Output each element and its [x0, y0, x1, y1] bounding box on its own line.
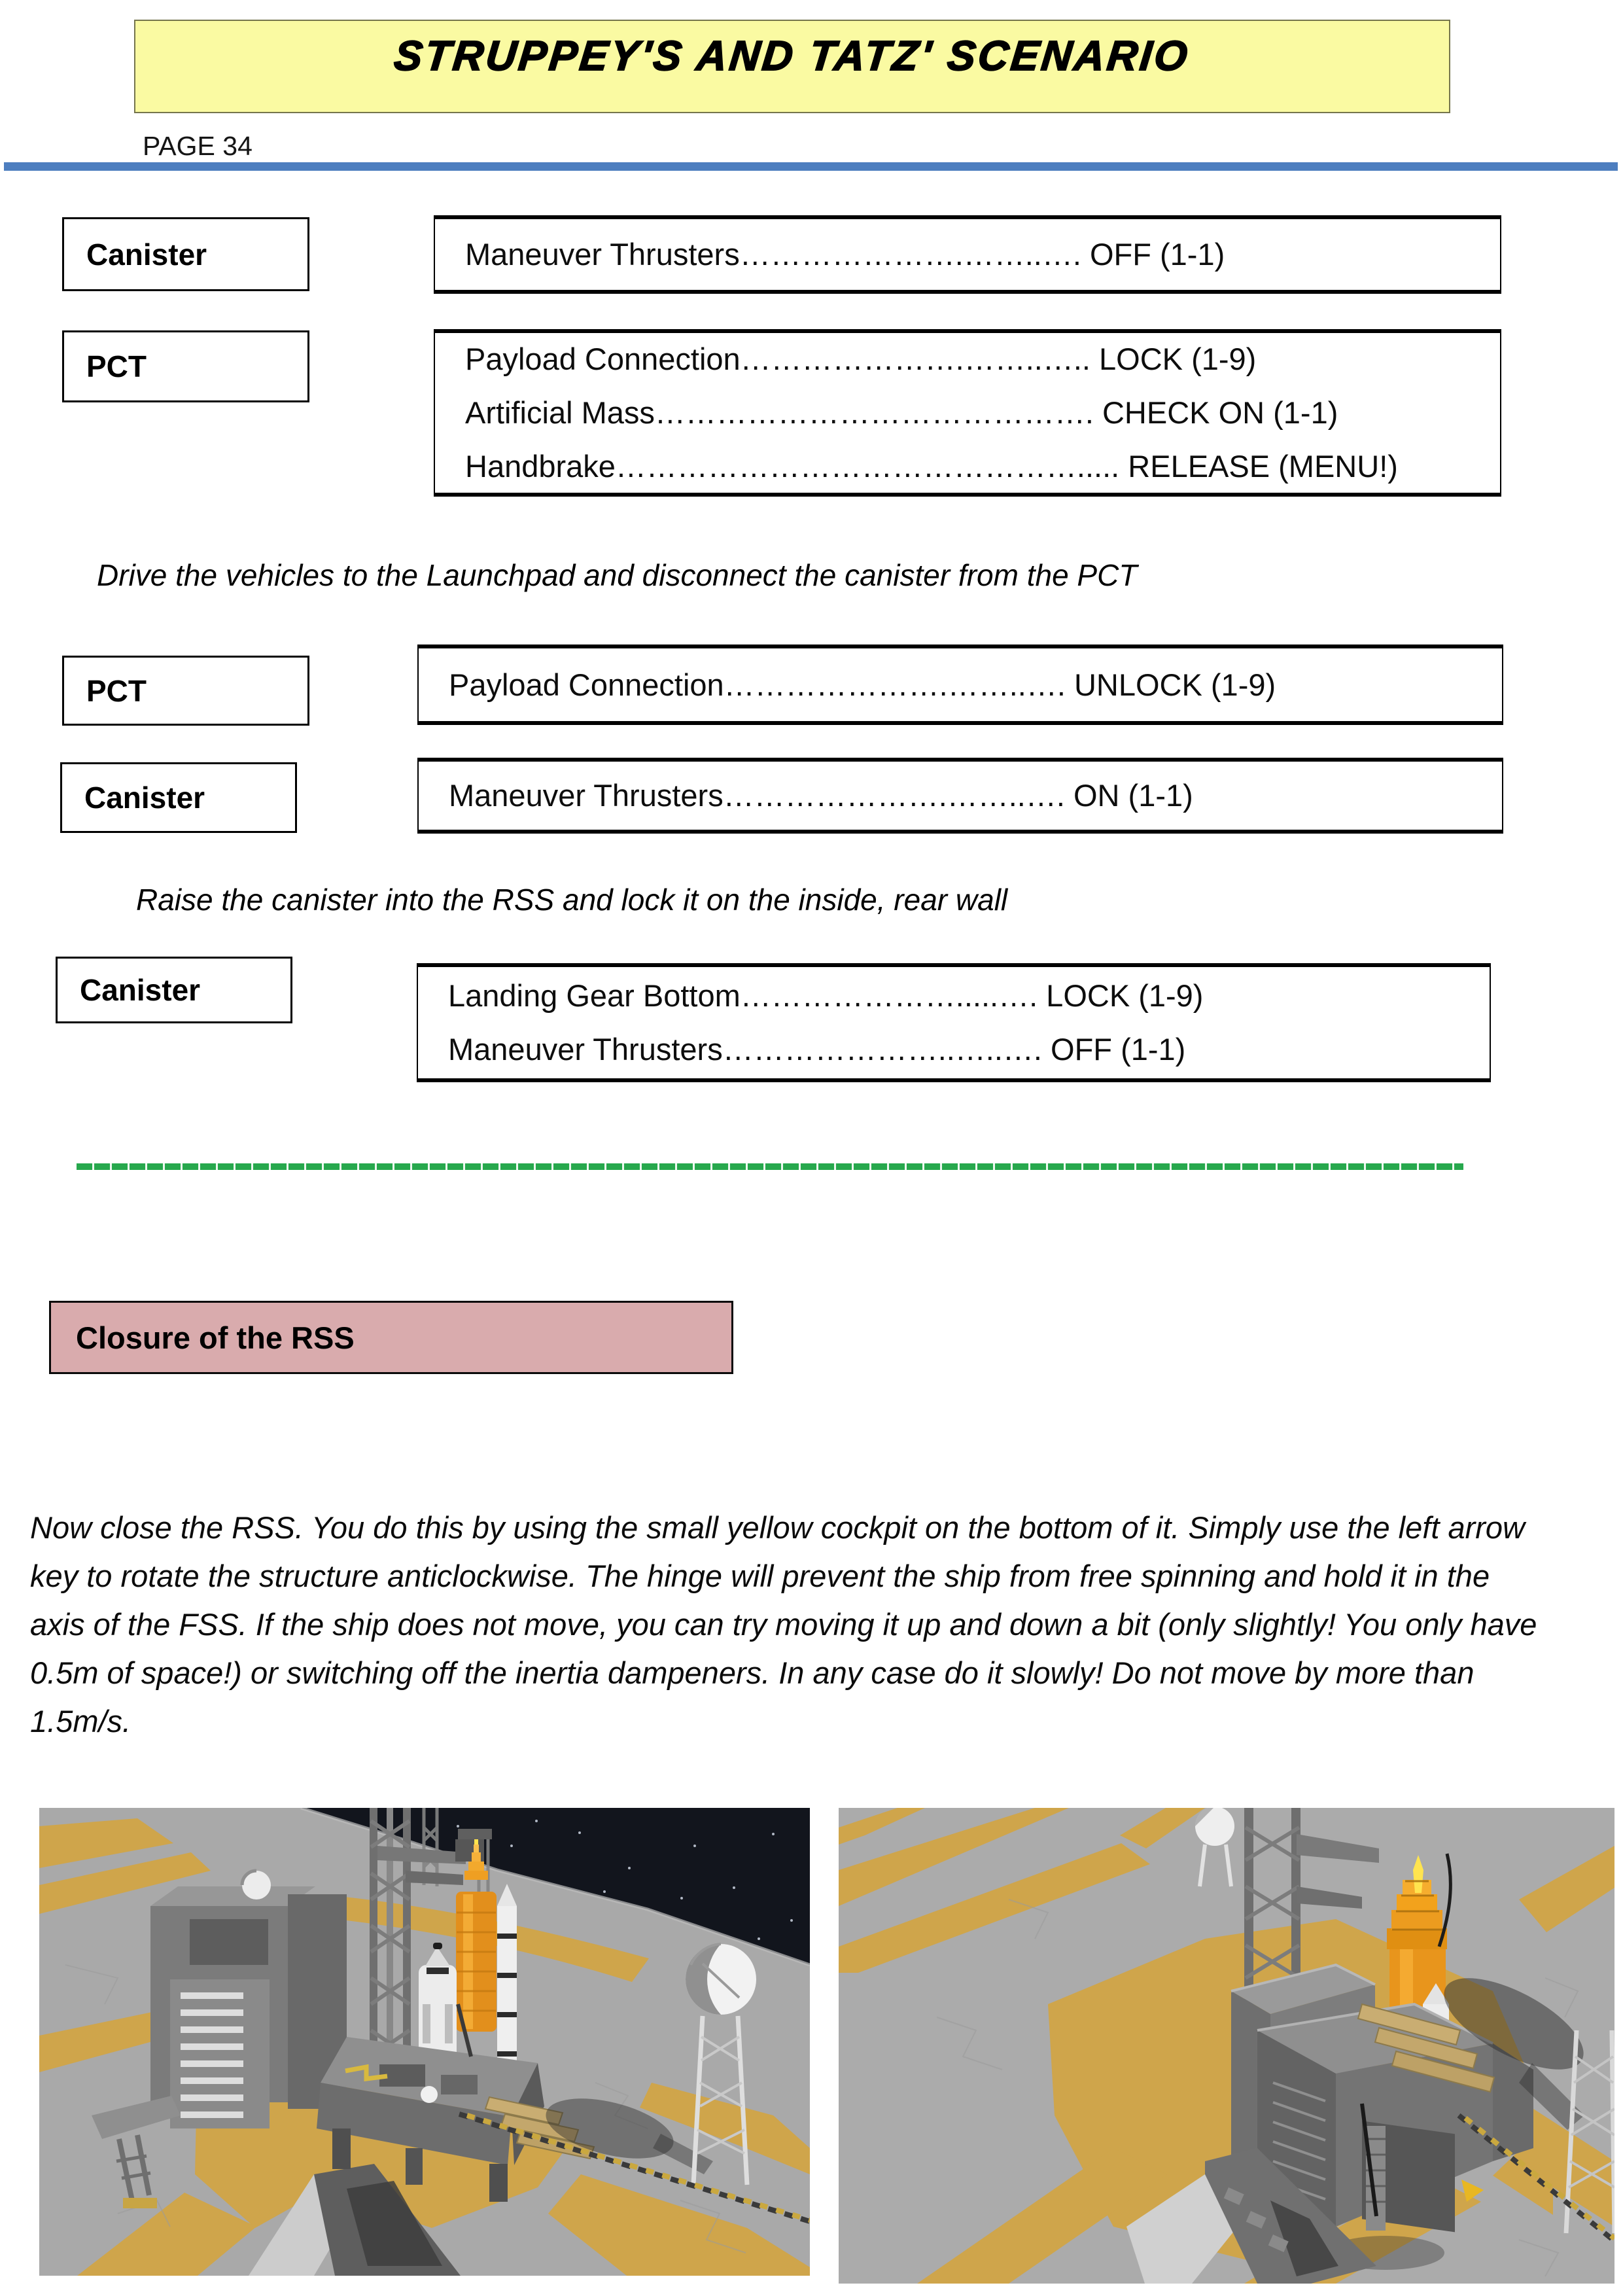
instruction-step-2: Raise the canister into the RSS and lock it on the inside, rear wall: [136, 883, 1008, 917]
checklist-content-box: [417, 963, 1491, 1082]
checklist-content-box: [434, 329, 1501, 497]
checklist-label-box: [56, 957, 292, 1023]
page-number-label: PAGE 34: [143, 131, 253, 161]
body-paragraph: Now close the RSS. You do this by using the small yellow cockpit on the bottom of it. Simply use the left arrow key to rotate the structure anticlockwise. The hinge will prevent the ship from free spinning and hold it in the axis of the FSS. If the ship does not move, you can try moving it up and down a bit (only slightly! You only have 0.5m of space!) or switching off the inertia dampeners. In any case do it slowly! Do not move by more than 1.5m/s.: [30, 1510, 1537, 1739]
header-rule: [4, 162, 1618, 171]
checklist-line: Handbrake………………………………………..... RELEASE (MENU!): [465, 449, 1398, 484]
checklist-line: Maneuver Thrusters………………….……..…. ON (1-1): [449, 778, 1193, 813]
checklist-content-box: [434, 215, 1501, 294]
closure-heading-box: [49, 1301, 733, 1374]
game-screenshot-left: [39, 1808, 810, 2276]
checklist-line: Maneuver Thrusters………………….……..…. OFF (1-1): [465, 237, 1225, 272]
checklist-label-box: [60, 762, 297, 833]
checklist-line: Payload Connection………………….……..…. UNLOCK (1-9): [449, 667, 1276, 702]
instruction-step-1: Drive the vehicles to the Launchpad and disconnect the canister from the PCT: [97, 558, 1138, 592]
banner-title: STRUPPEY'S AND TATZ' SCENARIO: [392, 32, 1193, 79]
checklist-line: Payload Connection………………….……..….. LOCK (1-9): [465, 342, 1257, 376]
checklist-label: PCT: [86, 349, 147, 383]
checklist-label: PCT: [86, 673, 147, 708]
checklist-content-box: [417, 758, 1503, 834]
checklist-label: Canister: [86, 237, 207, 272]
checklist-label-box: [62, 217, 309, 291]
checklist-label-box: [62, 656, 309, 726]
solid-rocket-booster: [497, 1884, 517, 2071]
title-banner: [134, 20, 1450, 113]
divider-line: [77, 1163, 1463, 1170]
game-screenshot-right: [839, 1808, 1614, 2284]
checklist-label-box: [62, 330, 309, 402]
checklist-label: Canister: [84, 781, 205, 815]
checklist-content-box: [417, 645, 1503, 725]
checklist-line: Artificial Mass……………………………………. CHECK ON (1-1): [465, 395, 1338, 430]
checklist-line: Landing Gear Bottom………………….....…. LOCK (1-9): [448, 978, 1204, 1013]
checklist-label: Canister: [80, 973, 201, 1007]
checklist-line: Maneuver Thrusters…………………..…..…. OFF (1-1): [448, 1032, 1186, 1067]
closure-heading: Closure of the RSS: [76, 1320, 355, 1355]
